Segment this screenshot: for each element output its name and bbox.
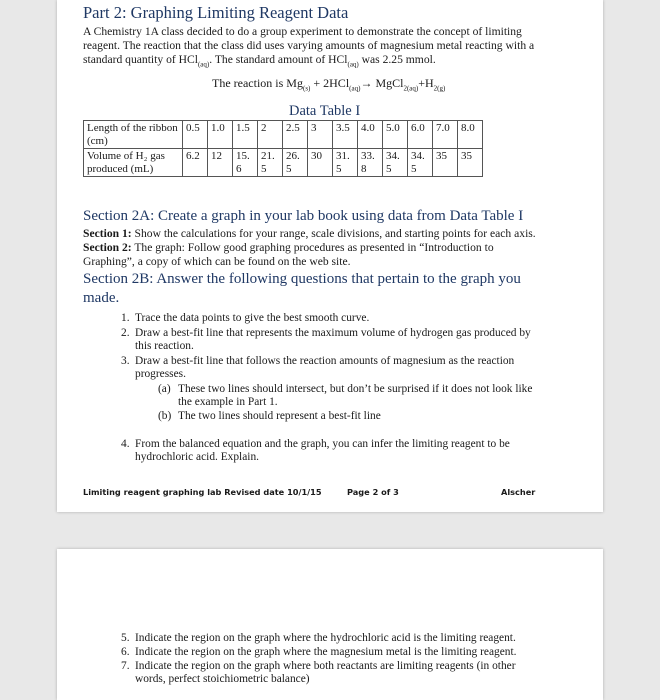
table-cell: 8.0	[458, 121, 483, 149]
table-cell: 35	[458, 149, 483, 177]
document-page-2: 5. Indicate the region on the graph where the hydrochloric acid is the limiting reagent. 6. Indicate the region on the graph where the magnesium metal is the limiting reagent. 7. Indicate the region on the graph where both reactants are limiting reagents (in other words, perfect stoichiometric balance)	[57, 549, 603, 700]
table-cell: 26. 5	[283, 149, 308, 177]
data-table	[83, 120, 483, 177]
row-header-length: Length of the ribbon (cm)	[84, 121, 183, 149]
table-row-length	[84, 121, 483, 149]
section-2-text: Section 2: The graph: Follow good graphing procedures as presented in “Introduction to	[83, 241, 494, 254]
section-2b-heading-cont: made.	[83, 290, 120, 306]
section-2a-heading: Section 2A: Create a graph in your lab book using data from Data Table I	[83, 208, 524, 224]
table-cell: 33. 8	[358, 149, 383, 177]
table-cell: 34. 5	[383, 149, 408, 177]
table-cell: 12	[208, 149, 233, 177]
table-cell: 7.0	[433, 121, 458, 149]
table-cell: 2	[258, 121, 283, 149]
table-cell: 34. 5	[408, 149, 433, 177]
table-title: Data Table I	[289, 103, 361, 119]
intro-line-2: reagent. The reaction that the class did uses varying amounts of magnesium metal reacting with a	[83, 39, 535, 52]
table-cell: 1.5	[233, 121, 258, 149]
table-cell: 2.5	[283, 121, 308, 149]
table-row-volume	[84, 149, 483, 177]
table-cell: 21. 5	[258, 149, 283, 177]
table-cell: 3.5	[333, 121, 358, 149]
table-cell: 31. 5	[333, 149, 358, 177]
table-cell: 35	[433, 149, 458, 177]
footer-author: Alscher	[501, 487, 536, 497]
table-cell: 0.5	[183, 121, 208, 149]
table-cell: 15. 6	[233, 149, 258, 177]
table-cell: 1.0	[208, 121, 233, 149]
section-2b-heading: Section 2B: Answer the following questions that pertain to the graph you	[83, 271, 521, 287]
footer-page-number: Page 2 of 3	[347, 487, 399, 497]
footer-left: Limiting reagent graphing lab Revised date 10/1/15	[83, 487, 322, 497]
table-cell: 3	[308, 121, 333, 149]
section-1-text: Section 1: Show the calculations for your range, scale divisions, and starting points for each axis.	[83, 227, 536, 240]
table-cell: 5.0	[383, 121, 408, 149]
reaction-equation: The reaction is $Mg_{(s)} + 2HCl_{(aq)}\to$ $MgCl_{2(aq)}+H_{2(g)}$	[212, 76, 446, 93]
document-page-1: Part 2: Graphing Limiting Reagent Data A Chemistry 1A class decided to do a group experiment to demonstrate the concept of limiting reagent. The reaction that the class did uses varying amounts of magnesium metal reacting with a standard quantity of HCl$_{(aq)}$. The standard amount of HCl$_{(aq)}$ was 2.25 mmol. The reaction is $Mg_{(s)} + 2HCl_{(aq)}\to$ $MgCl_{2(aq)}+H_{2(g)}$ Data Table I Length of the ribbon (cm) 0.5 1.0 1.5 2 2.5 3 3.5 4.0 5.0 6.0 7.0 8.0 Volume of H₂ gas produced (mL) 6.2 12 15. 6 21. 5 26. 5 30 31. 5 33. 8 34. 5 34. 5 35 35 Section 2A: Create a graph in your lab book using data from Data Table I Section 1: Show the calculations for your range, scale divisions, and starting points for each axis. Section 2: The graph: Follow good graphing procedures as presented in “Introduction to Graphing”, a copy of which can be found on the web site. Section 2B: Answer the following questions that pertain to the graph you made. 1. Trace the data points to give the best smooth curve. 2. Draw a best-fit line that represents the maximum volume of hydrogen gas produced by this reaction. 3. Draw a best-fit line that follows the reaction amounts of magnesium as the reaction progresses. (a) These two lines should intersect, but don’t be surprised if it does not look like the example in Part 1. (b) The two lines should represent a best-fit line 4. From the balanced equation and the graph, you can infer the limiting reagent to be hydrochloric acid. Explain. Limiting reagent graphing lab Revised date 10/1/15 Page 2 of 3 Alscher	[57, 0, 603, 512]
table-cell: 6.2	[183, 149, 208, 177]
table-cell: 4.0	[358, 121, 383, 149]
table-cell: 30	[308, 149, 333, 177]
row-header-volume: Volume of H₂ gas produced (mL)	[84, 149, 183, 177]
part-title: Part 2: Graphing Limiting Reagent Data	[83, 3, 349, 22]
section-2-text-cont: Graphing”, a copy of which can be found on the web site.	[83, 255, 351, 268]
table-cell: 6.0	[408, 121, 433, 149]
intro-line-3: standard quantity of HCl$_{(aq)}$. The standard amount of HCl$_{(aq)}$ was 2.25 mmol.	[83, 53, 436, 69]
intro-line-1: A Chemistry 1A class decided to do a group experiment to demonstrate the concept of limiting	[83, 25, 522, 38]
